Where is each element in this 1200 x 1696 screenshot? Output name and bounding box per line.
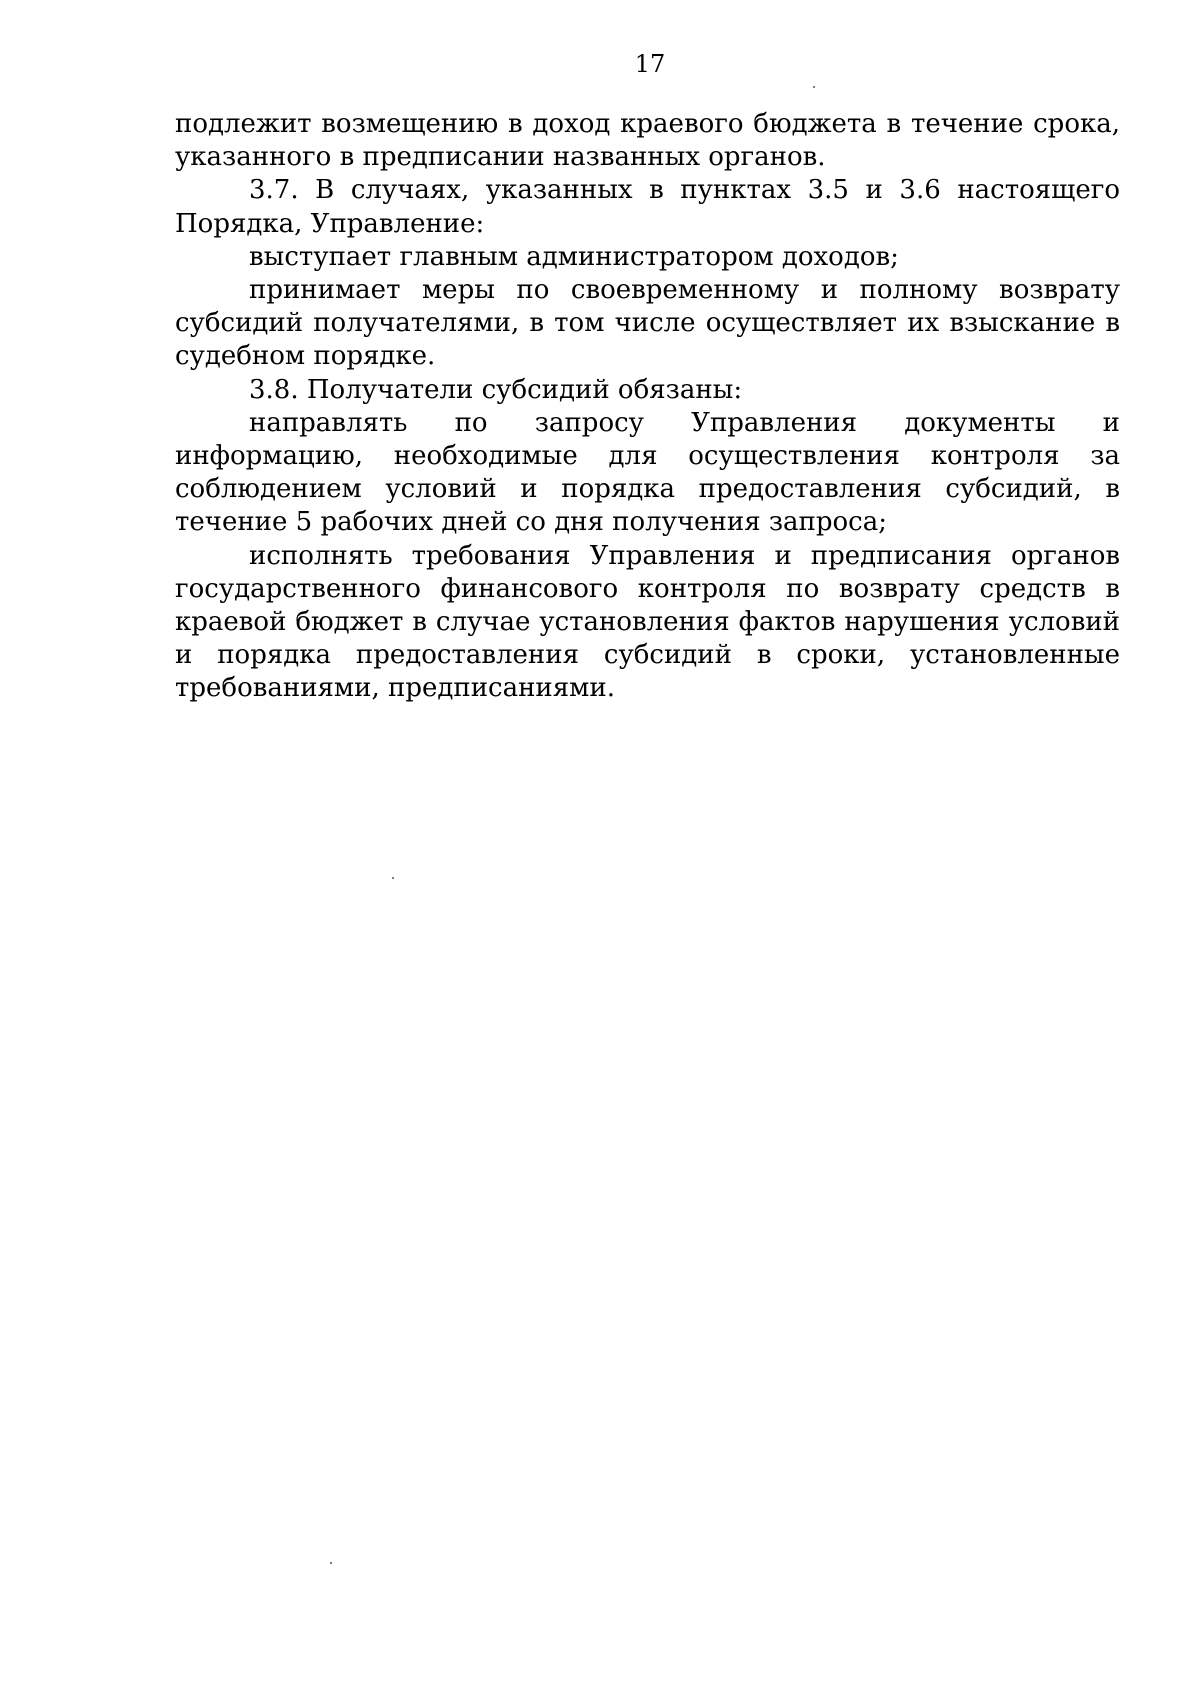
paragraph-comply-requirements: исполнять требования Управления и предписания органов государственного финансового контроля по возврату средств в краевой бюджет в случае установления фактов нарушения условий и порядка предоставления субсидий в сроки, установленные требованиями, предписаниями. bbox=[175, 540, 1120, 704]
paragraph-revenue-administrator: выступает главным администратором доходов; bbox=[249, 241, 899, 272]
paragraph-send-documents: направлять по запросу Управления документы и информацию, необходимые для осуществления контроля за соблюдением условий и порядка предоставления субсидий, в течение 5 рабочих дней со дня получения запроса; bbox=[175, 407, 1120, 538]
paragraph-3-7: 3.7. В случаях, указанных в пунктах 3.5 и 3.6 настоящего Порядка, Управление: bbox=[175, 175, 1120, 239]
paragraph-3-8: 3.8. Получатели субсидий обязаны: bbox=[249, 374, 743, 405]
page-number: 17 bbox=[634, 50, 666, 78]
document-body bbox=[175, 108, 1120, 706]
paragraph-return-measures: принимает меры по своевременному и полному возврату субсидий получателями, в том числе осуществляет их взыскание в судебном порядке. bbox=[175, 275, 1120, 372]
paragraph-continuation: подлежит возмещению в доход краевого бюджета в течение срока, указанного в предписании названных органов. bbox=[175, 109, 1120, 173]
scan-speck bbox=[813, 86, 815, 88]
scan-speck bbox=[392, 877, 394, 879]
scan-speck bbox=[330, 1562, 332, 1564]
